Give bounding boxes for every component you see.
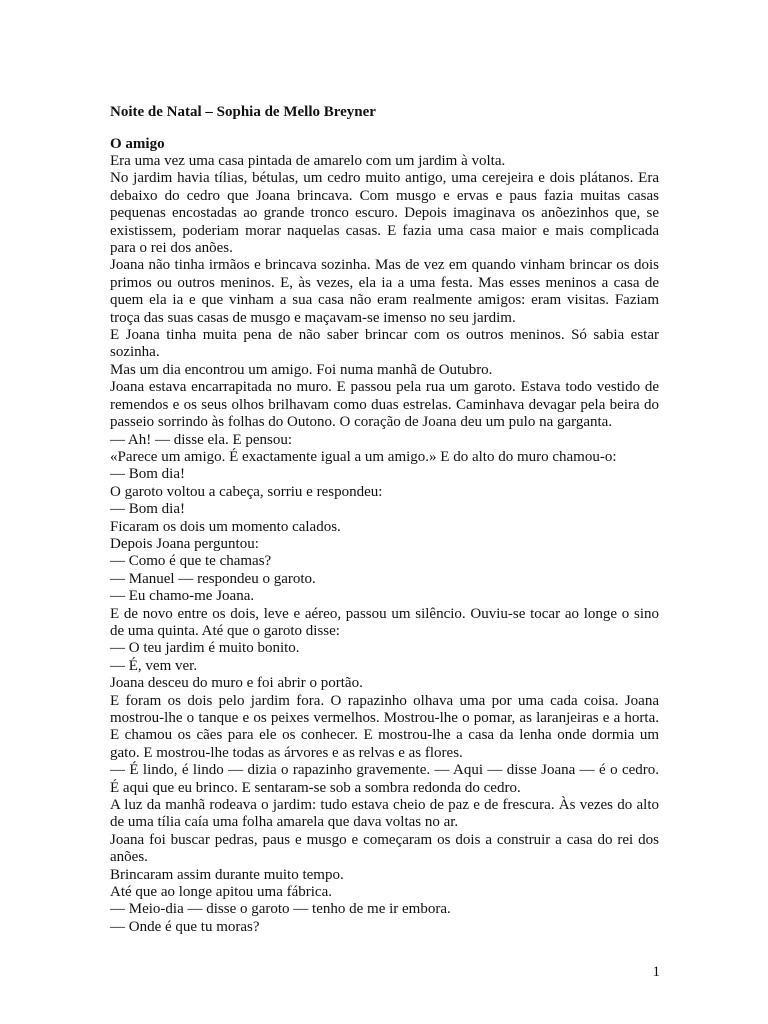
document-title: Noite de Natal – Sophia de Mello Breyner <box>110 104 376 120</box>
paragraph: — Meio-dia — disse o garoto — tenho de me ir embora. <box>110 901 451 918</box>
paragraph: — O teu jardim é muito bonito. <box>110 640 300 657</box>
paragraph: — Bom dia! <box>110 466 185 483</box>
paragraph: Era uma vez uma casa pintada de amarelo com um jardim à volta. <box>110 153 506 169</box>
paragraph: Ficaram os dois um momento calados. <box>110 518 341 535</box>
body-text <box>110 153 659 936</box>
paragraph: — Onde é que tu moras? <box>110 918 260 935</box>
paragraph: Joana estava encarrapitada no muro. E passou pela rua um garoto. Estava todo vestido de remendos e os seus olhos brilhavam como duas estrelas. Caminhava devagar pela beira do passeio sorrindo às folhas do Outono. O coração de Joana deu um pulo na garganta. <box>110 379 659 431</box>
paragraph: — É lindo, é lindo — dizia o rapazinho gravemente. — Aqui — disse Joana — é o cedro. É aqui que eu brinco. E sentaram-se sob a sombra redonda do cedro. <box>110 762 659 796</box>
paragraph: E foram os dois pelo jardim fora. O rapazinho olhava uma por uma cada coisa. Joana mostrou-lhe o tanque e os peixes vermelhos. Mostrou-lhe o pomar, as laranjeiras e a horta. E chamou os cães para ele os conhecer. E mostrou-lhe a casa da lenha onde dormia um gato. E mostrou-lhe todas as árvores e as relvas e as flores. <box>110 692 659 761</box>
paragraph: — Como é que te chamas? <box>110 553 272 570</box>
paragraph: E Joana tinha muita pena de não saber brincar com os outros meninos. Só sabia estar sozinha. <box>110 327 659 361</box>
paragraph: Joana não tinha irmãos e brincava sozinha. Mas de vez em quando vinham brincar os dois primos ou outros meninos. E, às vezes, ela ia a uma festa. Mas esses meninos a casa de quem ela ia e que vinham a sua casa não eram realmente amigos: eram visitas. Faziam troça das suas casas de musgo e maçavam-se imenso no seu jardim. <box>110 257 659 326</box>
section-title: O amigo <box>110 136 165 152</box>
paragraph: Joana desceu do muro e foi abrir o portão. <box>110 675 363 692</box>
paragraph: Brincaram assim durante muito tempo. <box>110 866 344 883</box>
paragraph: O garoto voltou a cabeça, sorriu e respondeu: <box>110 483 383 500</box>
paragraph: A luz da manhã rodeava o jardim: tudo estava cheio de paz e de frescura. Às vezes do alto de uma tília caía uma folha amarela que dava voltas no ar. <box>110 797 659 831</box>
paragraph: — Eu chamo-me Joana. <box>110 588 255 605</box>
paragraph: — Manuel — respondeu o garoto. <box>110 570 316 587</box>
paragraph: — Bom dia! <box>110 501 185 518</box>
paragraph: Joana foi buscar pedras, paus e musgo e começaram os dois a construir a casa do rei dos anões. <box>110 831 659 866</box>
paragraph: «Parece um amigo. É exactamente igual a um amigo.» E do alto do muro chamou-o: <box>110 448 617 465</box>
paragraph: Depois Joana perguntou: <box>110 535 259 552</box>
paragraph: — É, vem ver. <box>110 657 198 674</box>
paragraph: Até que ao longe apitou uma fábrica. <box>110 884 332 901</box>
paragraph: E de novo entre os dois, leve e aéreo, passou um silêncio. Ouviu-se tocar ao longe o sino de uma quinta. Até que o garoto disse: <box>110 605 659 639</box>
paragraph: No jardim havia tílias, bétulas, um cedro muito antigo, uma cerejeira e dois plátanos. Era debaixo do cedro que Joana brincava. Com musgo e ervas e paus fazia muitas casas pequenas encostadas ao grande tronco escuro. Depois imaginava os anõezinhos que, se existissem, poderiam morar naquelas casas. E fazia uma casa maior e mais complicada para o rei dos anões. <box>110 170 659 257</box>
document-page <box>110 104 659 936</box>
page-number: 1 <box>652 964 660 980</box>
paragraph: — Ah! — disse ela. E pensou: <box>110 431 293 448</box>
paragraph: Mas um dia encontrou um amigo. Foi numa manhã de Outubro. <box>110 361 493 378</box>
